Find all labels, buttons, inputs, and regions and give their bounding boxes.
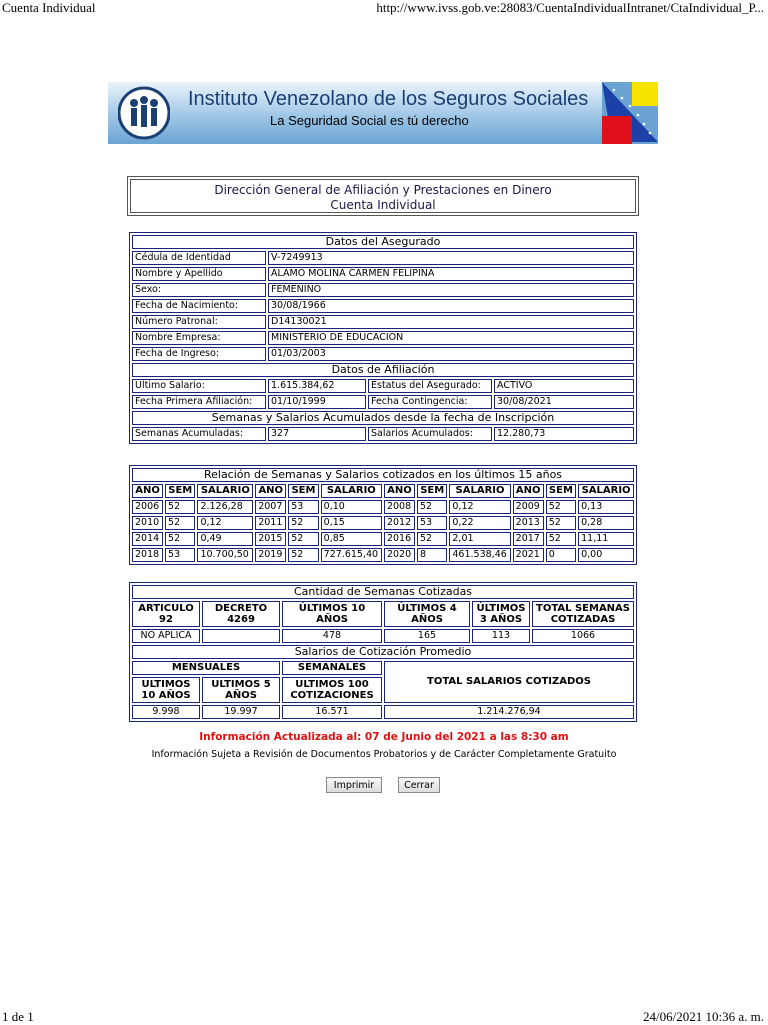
total-salarios-label: TOTAL SALARIOS COTIZADOS (384, 661, 634, 703)
relacion-table (130, 466, 636, 564)
afiliacion-section: Datos de Afiliación (132, 363, 634, 377)
page-count: 1 de 1 (2, 1009, 34, 1024)
total-salarios-value: 1.214.276,94 (384, 705, 634, 719)
promedio-section: Salarios de Cotización Promedio (132, 645, 634, 659)
table-row: Nombre Empresa: MINISTERIO DE EDUCACION (132, 331, 634, 345)
print-datetime: 24/06/2021 10:36 a. m. (643, 1009, 764, 1024)
promedio-header-row: ULTIMOS 10 AÑOS ULTIMOS 5 AÑOS ULTIMOS 100 COTIZACIONES (132, 677, 634, 703)
asegurado-panel (129, 232, 637, 444)
heading-line2: Cuenta Individual (330, 198, 436, 212)
flag-icon (602, 82, 658, 144)
banner-title: Instituto Venezolano de los Seguros Sociales (188, 88, 589, 110)
table-row: 2018 53 10.700,50 2019 52 727.615,40 2020 8 461.538,46 2021 0 0,00 (132, 548, 634, 562)
relacion-header-row: AÑO SEM SALARIO AÑO SEM SALARIO AÑO SEM SALARIO AÑO SEM SALARIO (132, 484, 634, 498)
asegurado-section: Datos del Asegurado (132, 235, 634, 249)
relacion-section: Relación de Semanas y Salarios cotizados en los últimos 15 años (132, 468, 634, 482)
page-title: Cuenta Individual (2, 0, 96, 15)
cotizadas-section: Cantidad de Semanas Cotizadas (132, 585, 634, 599)
table-row: Cédula de Identidad V-7249913 (132, 251, 634, 265)
info-note: Información Sujeta a Revisión de Documentos Probatorios y de Carácter Completamente Gratuito (151, 749, 617, 760)
table-row: 9.998 19.997 16.571 1.214.276,94 (132, 705, 634, 719)
table-row: 2014 52 0,49 2015 52 0,85 2016 52 2,01 2017 52 11,11 (132, 532, 634, 546)
cotizadas-table (130, 583, 636, 721)
table-row: 2006 52 2.126,28 2007 53 0,10 2008 52 0,12 2009 52 0,13 (132, 500, 634, 514)
heading-line1: Dirección General de Afiliación y Prestaciones en Dinero (214, 183, 552, 197)
asegurado-table (130, 233, 636, 443)
promedio-group-row: MENSUALES SEMANALES TOTAL SALARIOS COTIZADOS (132, 661, 634, 675)
close-button[interactable]: Cerrar (398, 777, 440, 793)
ivss-banner (108, 82, 658, 144)
info-updated: Información Actualizada al: 07 de Junio del 2021 a las 8:30 am (199, 731, 569, 743)
table-row: Nombre y Apellido ALAMO MOLINA CARMEN FELIPINA (132, 267, 634, 281)
table-row: Fecha Primera Afiliación: 01/10/1999 Fecha Contingencia: 30/08/2021 (132, 395, 634, 409)
banner-slogan: La Seguridad Social es tú derecho (270, 113, 469, 128)
table-row: Sexo: FEMENINO (132, 283, 634, 297)
cotizadas-panel (129, 582, 637, 722)
table-row: Último Salario: 1.615.384,62 Estatus del Asegurado: ACTIVO (132, 379, 634, 393)
page-url: http://www.ivss.gob.ve:28083/CuentaIndividualIntranet/CtaIndividual_P... (376, 0, 764, 15)
table-row: 2010 52 0,12 2011 52 0,15 2012 53 0,22 2013 52 0,28 (132, 516, 634, 530)
table-row: NO APLICA 478 165 113 1066 (132, 629, 634, 643)
ivss-logo-icon (118, 85, 170, 141)
cotizadas-header-row: ARTICULO 92 DECRETO 4269 ÚLTIMOS 10 AÑOS ÚLTIMOS 4 AÑOS ÚLTIMOS 3 AÑOS TOTAL SEMANAS COTIZADAS (132, 601, 634, 627)
relacion-panel (129, 465, 637, 565)
table-row: Fecha de Nacimiento: 30/08/1966 (132, 299, 634, 313)
table-row: Semanas Acumuladas: 327 Salarios Acumulados: 12.280,73 (132, 427, 634, 441)
table-row: Fecha de Ingreso: 01/03/2003 (132, 347, 634, 361)
heading-box (127, 176, 639, 216)
print-button[interactable]: Imprimir (326, 777, 382, 793)
acumulados-section: Semanas y Salarios Acumulados desde la fecha de Inscripción (132, 411, 634, 425)
table-row: Número Patronal: D14130021 (132, 315, 634, 329)
